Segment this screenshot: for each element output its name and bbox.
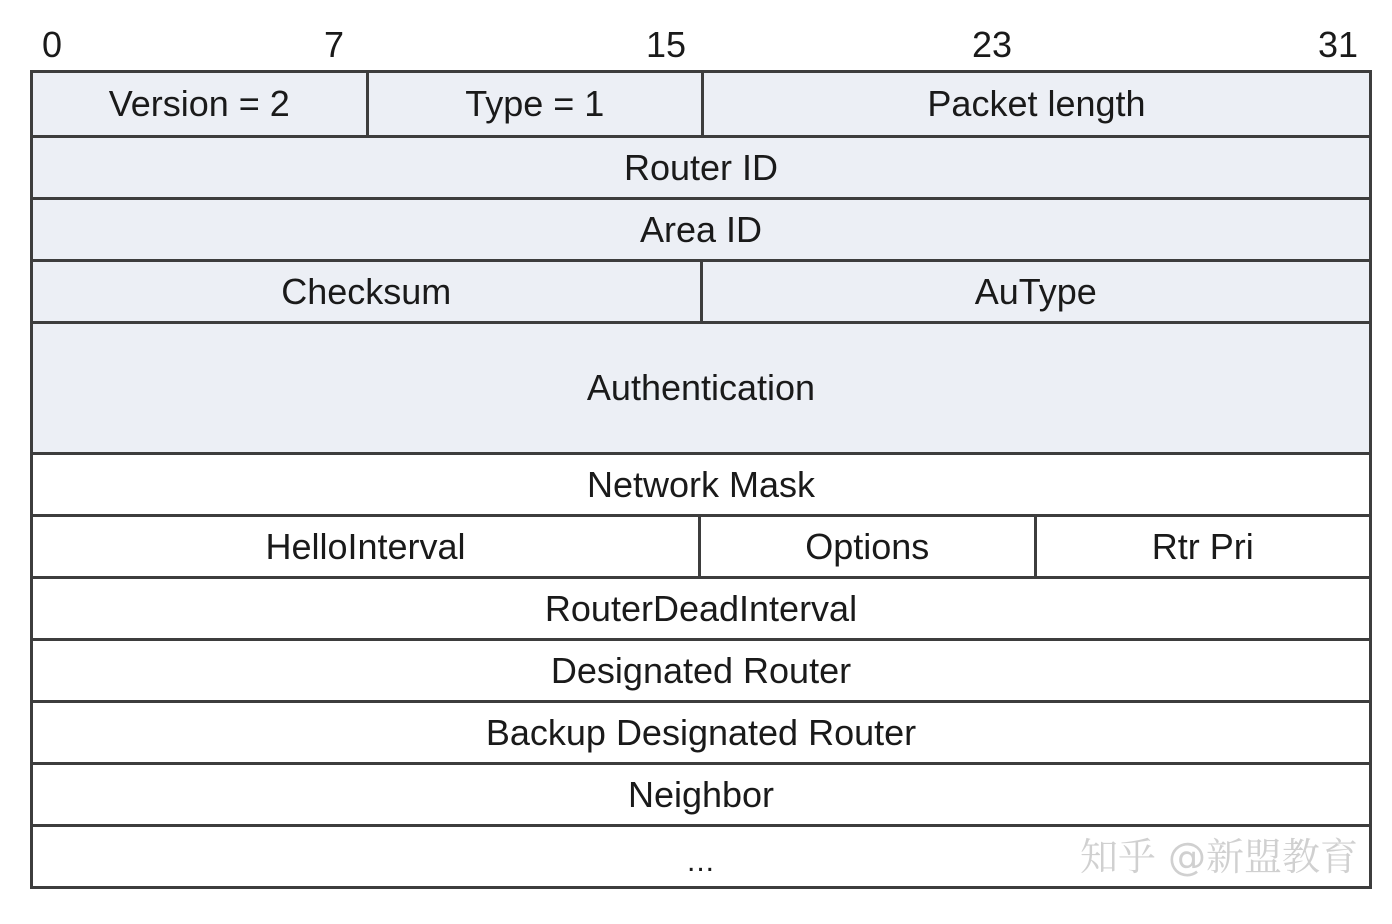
packet-row <box>33 762 1369 824</box>
field-autype: AuType <box>700 262 1370 321</box>
watermark: 知乎 @新盟教育 <box>1079 835 1358 879</box>
field-designated-router: Designated Router <box>33 641 1369 700</box>
ospf-hello-packet-diagram <box>30 70 1372 889</box>
field-options: Options <box>698 517 1034 576</box>
field-area-id: Area ID <box>33 200 1369 259</box>
packet-row <box>33 73 1369 135</box>
field-packet-length: Packet length <box>701 73 1369 135</box>
packet-row <box>33 700 1369 762</box>
field-rtr-pri: Rtr Pri <box>1034 517 1370 576</box>
packet-row <box>33 197 1369 259</box>
field-backup-designated-router: Backup Designated Router <box>33 703 1369 762</box>
field-version-2: Version = 2 <box>33 73 366 135</box>
packet-row <box>33 135 1369 197</box>
packet-row <box>33 259 1369 321</box>
field-neighbor: Neighbor <box>33 765 1369 824</box>
bit-label-31: 31 <box>1318 24 1359 65</box>
field-checksum: Checksum <box>33 262 700 321</box>
bit-label-23: 23 <box>972 24 1013 65</box>
field-routerdeadinterval: RouterDeadInterval <box>33 579 1369 638</box>
packet-row <box>33 576 1369 638</box>
bit-label-7: 7 <box>324 24 345 65</box>
field-type-1: Type = 1 <box>366 73 702 135</box>
packet-row <box>33 452 1369 514</box>
field-ellipsis: ... <box>33 827 1369 886</box>
bit-label-15: 15 <box>646 24 687 65</box>
packet-row <box>33 514 1369 576</box>
packet-row <box>33 321 1369 452</box>
bit-label-0: 0 <box>42 24 63 65</box>
field-network-mask: Network Mask <box>33 455 1369 514</box>
bit-ruler <box>0 22 1392 68</box>
packet-row <box>33 638 1369 700</box>
field-router-id: Router ID <box>33 138 1369 197</box>
field-authentication: Authentication <box>33 324 1369 452</box>
field-hellointerval: HelloInterval <box>33 517 698 576</box>
